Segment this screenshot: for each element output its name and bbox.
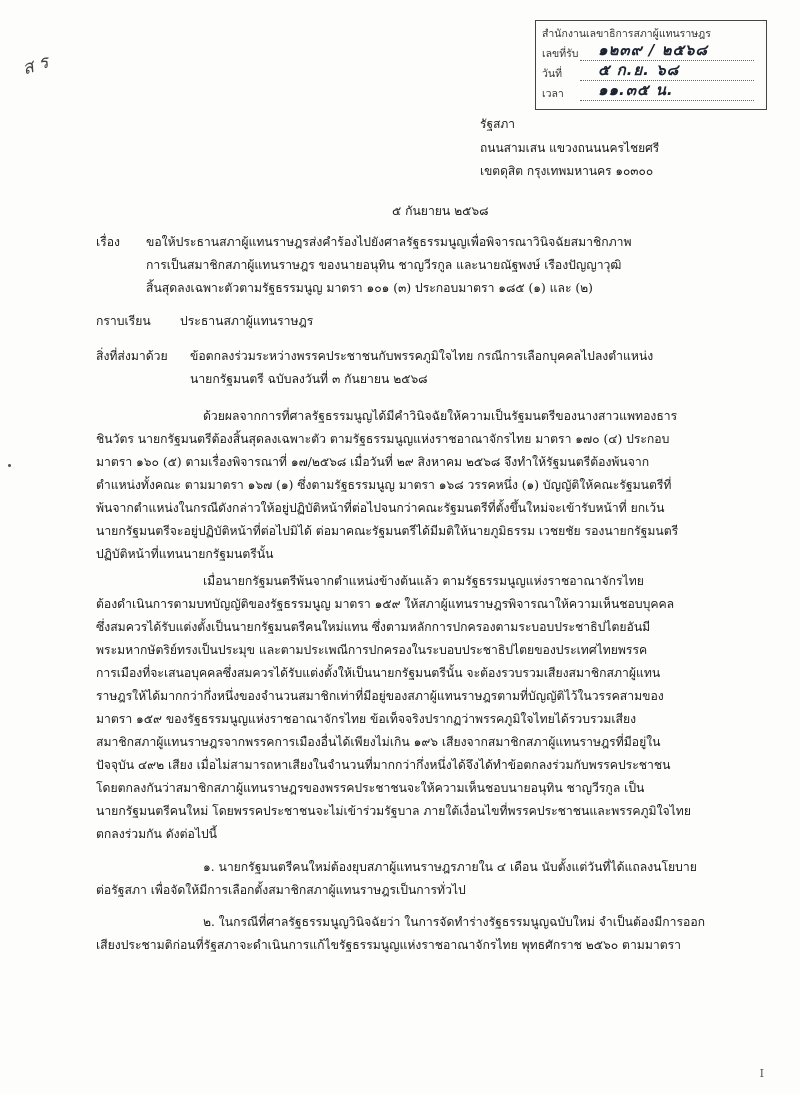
enclosure-label: สิ่งที่ส่งมาด้วย bbox=[96, 349, 168, 363]
paragraph-1-line: มาตรา ๑๖๐ (๕) ตามเรื่องพิจารณาที่ ๑๗/๒๕๖๘ เมื่อวันที่ ๒๙ สิงหาคม ๒๕๖๘ จึงทำให้รัฐมนตรีต้องพ้นจาก bbox=[96, 455, 650, 469]
letter-date: ๕ กันยายน ๒๕๖๘ bbox=[392, 204, 489, 218]
paragraph-2-line: ปัจจุบัน ๔๙๒ เสียง เมื่อไม่สามารถหาเสียงในจำนวนที่มากกว่ากึ่งหนึ่งได้จึงได้ทำข้อตกลงร่วมกับพรรคประชาชน bbox=[96, 758, 671, 772]
stamp-label: เวลา bbox=[542, 88, 564, 100]
stamp-row-time bbox=[542, 81, 760, 104]
subject-line: การเป็นสมาชิกสภาผู้แทนราษฎร ของนายอนุทิน ชาญวีรกูล และนายณัฐพงษ์ เรืองปัญญาวุฒิ bbox=[146, 258, 622, 272]
address-line-3: เขตดุสิต กรุงเทพมหานคร ๑๐๓๐๐ bbox=[480, 164, 654, 178]
subject-line: ขอให้ประธานสภาผู้แทนราษฎรส่งคำร้องไปยังศาลรัฐธรรมนูญเพื่อพิจารณาวินิจฉัยสมาชิกภาพ bbox=[146, 235, 632, 249]
paragraph-2-line: ซึ่งสมควรได้รับแต่งตั้งเป็นนายกรัฐมนตรีคนใหม่แทน ซึ่งตามหลักการปกครองตามระบอบประชาธิปไตยอันมี bbox=[96, 620, 651, 634]
page-mark: I bbox=[759, 1067, 764, 1080]
subject-label: เรื่อง bbox=[96, 235, 120, 249]
salutation-recipient: ประธานสภาผู้แทนราษฎร bbox=[180, 314, 314, 328]
paragraph-1-line: พ้นจากตำแหน่งในกรณีดังกล่าวให้อยู่ปฏิบัติหน้าที่ต่อไปจนกว่าคณะรัฐมนตรีที่ตั้งขึ้นใหม่จะเข้ารับหน้าที่ ยกเว้น bbox=[96, 501, 665, 515]
paragraph-2-line: ราษฎรให้ได้มากกว่ากึ่งหนึ่งของจำนวนสมาชิกเท่าที่มีอยู่ของสภาผู้แทนราษฎรตามที่บัญญัติไว้ในวรรคสามของ bbox=[96, 689, 664, 703]
handwritten-scribble: ส ร bbox=[19, 51, 52, 80]
paragraph-2-line: มาตรา ๑๕๙ ของรัฐธรรมนูญแห่งราชอาณาจักรไทย ข้อเท็จจริงปรากฏว่าพรรคภูมิใจไทยได้รวบรวมเสียง bbox=[96, 712, 637, 726]
enclosure-line: นายกรัฐมนตรี ฉบับลงวันที่ ๓ กันยายน ๒๕๖๘ bbox=[190, 372, 428, 386]
salutation-label: กราบเรียน bbox=[96, 314, 151, 328]
stamp-label: เลขที่รับ bbox=[542, 48, 579, 60]
subject-line: สิ้นสุดลงเฉพาะตัวตามรัฐธรรมนูญ มาตรา ๑๐๑ (๓) ประกอบมาตรา ๑๘๕ (๑) และ (๒) bbox=[146, 281, 593, 295]
enclosure-line: ข้อตกลงร่วมระหว่างพรรคประชาชนกับพรรคภูมิใจไทย กรณีการเลือกบุคคลไปลงตำแหน่ง bbox=[190, 349, 654, 363]
receiving-stamp bbox=[535, 20, 767, 110]
item-1-line: ต่อรัฐสภา เพื่อจัดให้มีการเลือกตั้งสมาชิกสภาผู้แทนราษฎรเป็นการทั่วไป bbox=[96, 883, 466, 897]
paragraph-1-line: ปฏิบัติหน้าที่แทนนายกรัฐมนตรีนั้น bbox=[96, 547, 274, 561]
stamp-received-number: ๑๒๓๙ / ๒๕๖๘ bbox=[598, 41, 708, 59]
paragraph-2-line: โดยตกลงกันว่าสมาชิกสภาผู้แทนราษฎรของพรรคประชาชนจะให้ความเห็นชอบนายอนุทิน ชาญวีรกูล เป็น bbox=[96, 781, 645, 795]
stamp-office: สำนักงานเลขาธิการสภาผู้แทนราษฎร bbox=[542, 28, 711, 40]
paragraph-2-line: ตกลงร่วมกัน ดังต่อไปนี้ bbox=[96, 827, 218, 841]
item-1-line: ๑. นายกรัฐมนตรีคนใหม่ต้องยุบสภาผู้แทนราษฎรภายใน ๔ เดือน นับตั้งแต่วันที่ได้แถลงนโยบาย bbox=[203, 860, 697, 874]
paragraph-2-line: เมื่อนายกรัฐมนตรีพ้นจากตำแหน่งข้างต้นแล้ว ตามรัฐธรรมนูญแห่งราชอาณาจักรไทย bbox=[203, 574, 644, 588]
paragraph-2-line: การเมืองที่จะเสนอบุคคลซึ่งสมควรได้รับแต่งตั้งให้เป็นนายกรัฐมนตรีนั้น จะต้องรวบรวมเสียงสมาชิกสภาผู้แทน bbox=[96, 666, 661, 680]
stamp-received-date: ๕ ก.ย. ๖๘ bbox=[598, 61, 680, 79]
address-line-1: รัฐสภา bbox=[480, 117, 516, 131]
paragraph-2-line: ต้องดำเนินการตามบทบัญญัติของรัฐธรรมนูญ มาตรา ๑๕๙ ให้สภาผู้แทนราษฎรพิจารณาให้ความเห็นชอบบุคคล bbox=[96, 597, 675, 611]
item-2-line: ๒. ในกรณีที่ศาลรัฐธรรมนูญวินิจฉัยว่า ในการจัดทำร่างรัฐธรรมนูญฉบับใหม่ จำเป็นต้องมีการออก bbox=[203, 915, 706, 929]
paragraph-1-line: ด้วยผลจากการที่ศาลรัฐธรรมนูญได้มีคำวินิจฉัยให้ความเป็นรัฐมนตรีของนางสาวแพทองธาร bbox=[203, 409, 678, 423]
paragraph-2-line: พระมหากษัตริย์ทรงเป็นประมุข และตามประเพณีการปกครองในระบอบประชาธิปไตยของประเทศไทยพรรค bbox=[96, 643, 648, 657]
paragraph-1-line: ชินวัตร นายกรัฐมนตรีต้องสิ้นสุดลงเฉพาะตัว ตามรัฐธรรมนูญแห่งราชอาณาจักรไทย มาตรา ๑๗๐ (๔) ประกอบ bbox=[96, 432, 670, 446]
paragraph-2-line: นายกรัฐมนตรีคนใหม่ โดยพรรคประชาชนจะไม่เข้าร่วมรัฐบาล ภายใต้เงื่อนไขที่พรรคประชาชนและพรรคภูมิใจไทย bbox=[96, 804, 691, 818]
margin-dot bbox=[8, 464, 11, 467]
stamp-received-time: ๑๑.๓๕ น. bbox=[598, 81, 674, 99]
paragraph-1-line: นายกรัฐมนตรีจะอยู่ปฏิบัติหน้าที่ต่อไปมิได้ ต่อมาคณะรัฐมนตรีได้มีมติให้นายภูมิธรรม เวชยชัย รองนายกรัฐมนตรี bbox=[96, 524, 679, 538]
item-2-line: เสียงประชามติก่อนที่รัฐสภาจะดำเนินการแก้ไขรัฐธรรมนูญแห่งราชอาณาจักรไทย พุทธศักราช ๒๕๖๐ ตามมาตรา bbox=[96, 938, 682, 952]
paragraph-2-line: สมาชิกสภาผู้แทนราษฎรจากพรรคการเมืองอื่นได้เพียงไม่เกิน ๑๙๖ เสียงจากสมาชิกสภาผู้แทนราษฎรที่มีอยู่ใน bbox=[96, 735, 661, 749]
paragraph-1-line: ตำแหน่งทั้งคณะ ตามมาตรา ๑๖๗ (๑) ซึ่งตามรัฐธรรมนูญ มาตรา ๑๖๘ วรรคหนึ่ง (๑) บัญญัติให้คณะรัฐมนตรีที่ bbox=[96, 478, 672, 492]
address-line-2: ถนนสามเสน แขวงถนนนครไชยศรี bbox=[480, 141, 660, 155]
stamp-label: วันที่ bbox=[542, 68, 562, 80]
